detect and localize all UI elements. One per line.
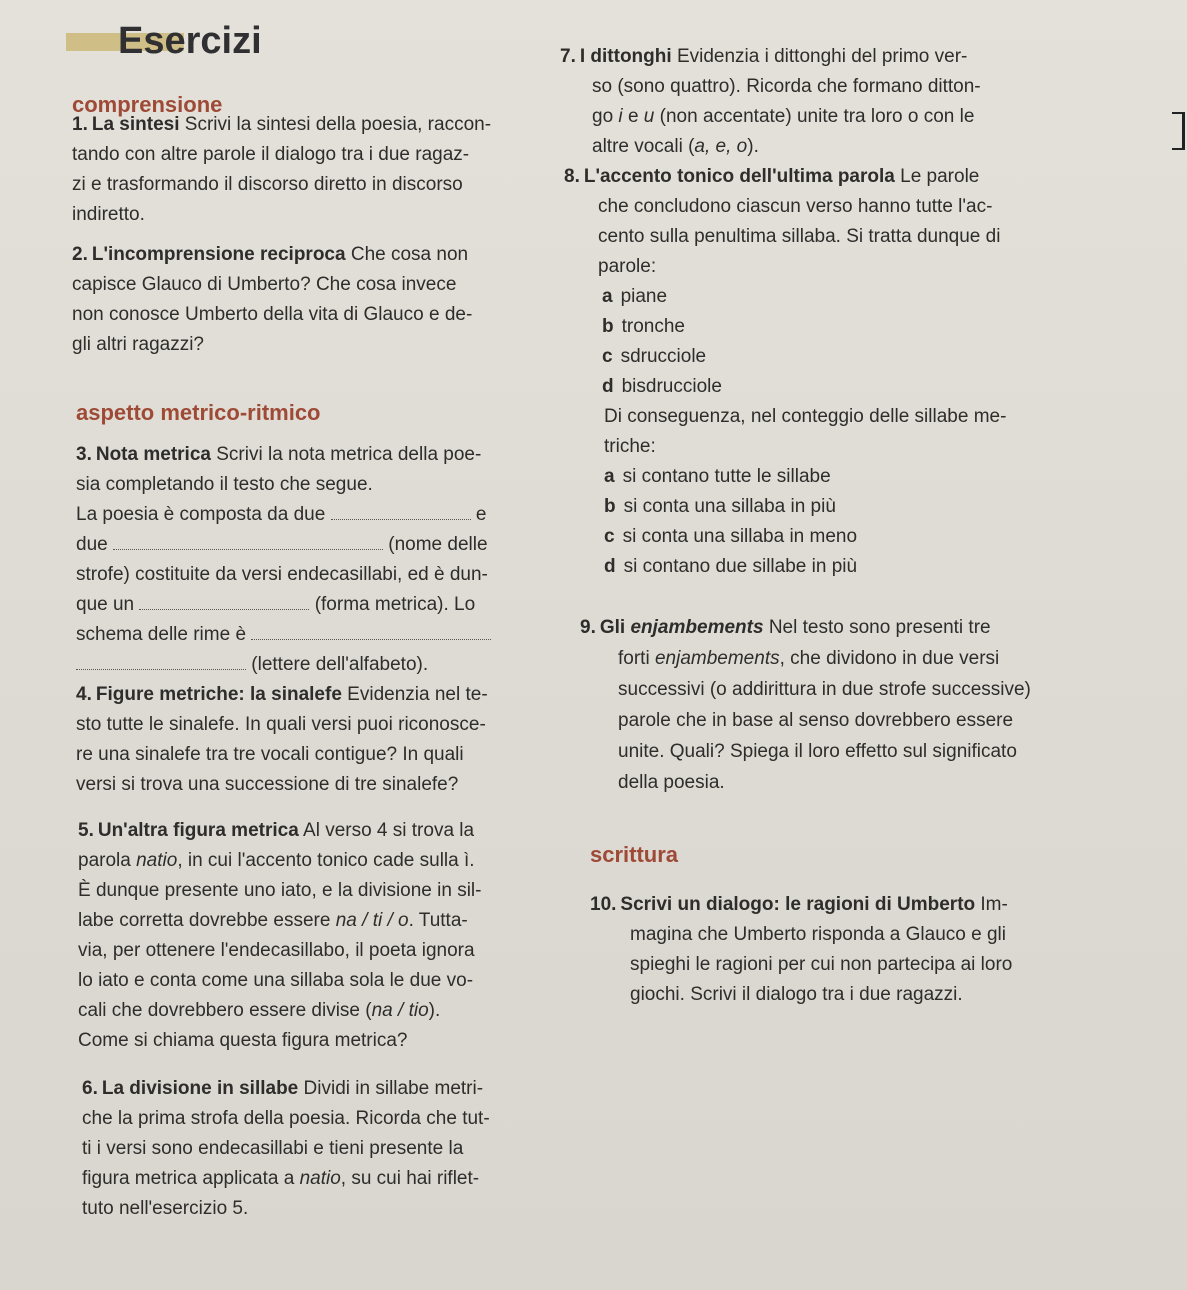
exercise-4: 4. Figure metriche: la sinalefe Evidenzia nel te- sto tutte le sinalefe. In quali versi puoi riconosce- re una sinalefe tra tre vocali contigue? In quali versi si trova una successione di tre sinalefe? bbox=[76, 684, 488, 795]
exercise-5-title: Un'altra figura metrica bbox=[97, 820, 299, 841]
exercise-3-title: Nota metrica bbox=[95, 444, 211, 465]
exercise-6-title: La divisione in sillabe bbox=[101, 1078, 299, 1099]
exercise-1: 1. La sintesi Scrivi la sintesi della poesia, raccon- tando con altre parole il dialogo tra i due ragaz- zi e trasformando il discorso diretto in discorso indiretto. bbox=[72, 114, 492, 225]
page-title: Esercizi bbox=[118, 20, 262, 62]
blank-field[interactable] bbox=[139, 591, 309, 610]
exercise-9-title: Gli enjambements bbox=[599, 617, 764, 638]
option-b[interactable]: b tronche bbox=[602, 316, 685, 337]
exercise-2-title: L'incomprensione reciproca bbox=[91, 244, 346, 265]
blank-field[interactable] bbox=[113, 531, 383, 550]
option-d[interactable]: d si contano due sillabe in più bbox=[604, 556, 858, 577]
option-a[interactable]: a si contano tutte le sillabe bbox=[604, 466, 831, 487]
blank-field[interactable] bbox=[331, 501, 471, 520]
option-d[interactable]: d bisdrucciole bbox=[602, 376, 722, 397]
exercise-10-title: Scrivi un dialogo: le ragioni di Umberto bbox=[620, 894, 976, 915]
option-c[interactable]: c si conta una sillaba in meno bbox=[604, 526, 858, 547]
section-scrittura: scrittura bbox=[590, 842, 679, 867]
exercise-1-title: La sintesi bbox=[91, 114, 180, 135]
option-b[interactable]: b si conta una sillaba in più bbox=[604, 496, 836, 517]
option-a[interactable]: a piane bbox=[602, 286, 668, 307]
blank-field[interactable] bbox=[251, 621, 491, 640]
exercise-3: 3. Nota metrica Scrivi la nota metrica della poe- sia completando il testo che segue. La poesia è composta da due e due (nome delle strofe) costituite da versi endecasillabi, ed è dun- que un (forma metrica). Lo schema delle rime è (lettere dell'alfabeto). bbox=[76, 440, 546, 680]
exercise-9: 9. Gli enjambements Nel testo sono presenti tre forti enjambements, che dividono in due versi successivi (o addirittura in due strofe successive) parole che in base al senso dovrebbero essere unite. Quali? Spiega il loro effetto sul significato della poesia. bbox=[580, 617, 1031, 793]
section-aspetto-metrico: aspetto metrico-ritmico bbox=[76, 400, 321, 425]
exercise-7-title: I dittonghi bbox=[579, 46, 672, 67]
exercise-5: 5. Un'altra figura metrica Al verso 4 si trova la parola natio, in cui l'accento tonico cade sulla ì. È dunque presente uno iato, e la divisione in sil- labe corretta dovrebbe essere na / ti / o. Tutta- via, per ottenere l'endecasillabo, il poeta ignora lo iato e conta come una sillaba sola le due vo- cali che dovrebbero essere divise (na / tio). Come si chiama questa figura metrica? bbox=[78, 820, 482, 1051]
exercise-4-title: Figure metriche: la sinalefe bbox=[95, 684, 342, 705]
page-edge-mark bbox=[1172, 112, 1185, 150]
exercise-2: 2. L'incomprensione reciproca Che cosa non capisce Glauco di Umberto? Che cosa invece non conosce Umberto della vita di Glauco e de- gli altri ragazzi? bbox=[72, 244, 473, 355]
exercise-8: 8. L'accento tonico dell'ultima parola Le parole che concludono ciascun verso hanno tutte l'ac- cento sulla penultima sillaba. Si tratta dunque di parole: a piane b tronche c sdrucciole d bisdrucciole Di conseguenza, nel conteggio delle sillabe me- triche: a si contano tutte le sillabe b si conta una sillaba in più c si conta una sillaba in meno d si contano due sillabe in più bbox=[564, 162, 1064, 582]
exercise-8-title: L'accento tonico dell'ultima parola bbox=[583, 166, 895, 187]
section-comprensione: comprensione bbox=[72, 92, 223, 117]
option-c[interactable]: c sdrucciole bbox=[602, 346, 707, 367]
exercise-6: 6. La divisione in sillabe Dividi in sillabe metri- che la prima strofa della poesia. Ricorda che tut- ti i versi sono endecasillabi e tieni presente la figura metrica applicata a natio, su cui hai riflet- tuto nell'esercizio 5. bbox=[82, 1078, 490, 1219]
blank-field[interactable] bbox=[76, 651, 246, 670]
exercise-7: 7. I dittonghi Evidenzia i dittonghi del primo ver- so (sono quattro). Ricorda che formano ditton- go i e u (non accentate) unite tra loro o con le altre vocali (a, e, o). bbox=[560, 46, 981, 157]
exercise-10: 10. Scrivi un dialogo: le ragioni di Umberto Im- magina che Umberto risponda a Glauco e gli spieghi le ragioni per cui non partecipa ai loro giochi. Scrivi il dialogo tra i due ragazzi. bbox=[590, 894, 1013, 1005]
